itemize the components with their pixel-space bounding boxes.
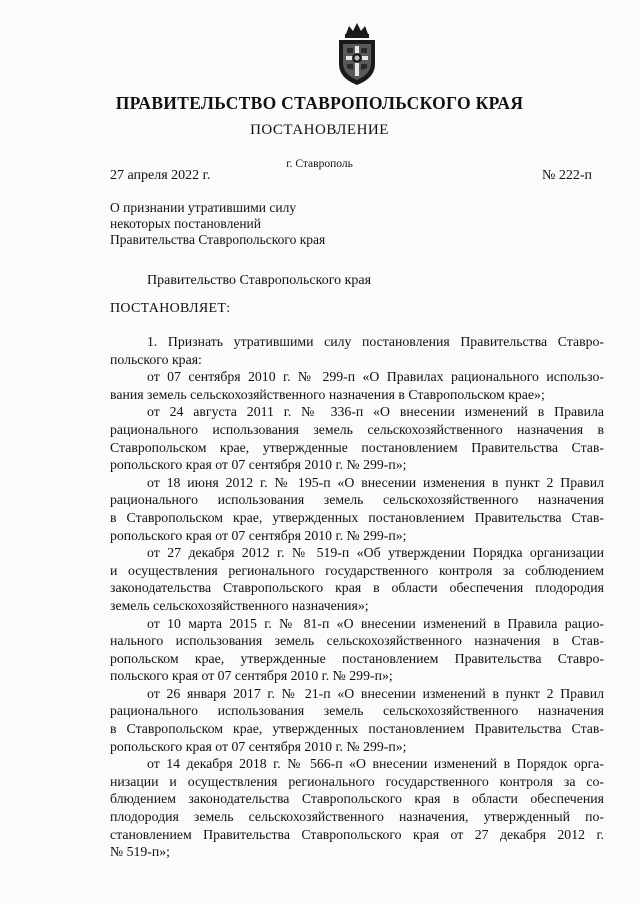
subject-line: О признании утратившими силу — [110, 200, 297, 215]
body-line: от 07 сентября 2010 г. № 299-п «О Правилах рационального использо- — [147, 369, 604, 385]
subject-line: некоторых постановлений — [110, 216, 262, 231]
subject-line: Правительства Ставропольского края — [110, 232, 326, 247]
decree-word: ПОСТАНОВЛЯЕТ: — [110, 301, 231, 316]
body-line: № 519-п»; — [110, 844, 171, 860]
body-line: нального использования земель сельскохозяйственного назначения в Став- — [110, 633, 604, 649]
body-line: польского края: — [110, 351, 202, 367]
body-line: в Ставропольском крае, утвержденных постановлением Правительства Став- — [110, 721, 604, 737]
document-date: 27 апреля 2022 г. — [110, 168, 211, 183]
body-line: рационального использования земель сельскохозяйственного назначения в — [110, 421, 604, 437]
body-line: 1. Признать утратившими силу постановления Правительства Ставро- — [147, 334, 604, 349]
body-line: становлением Правительства Ставропольского края от 27 декабря 2012 г. — [110, 826, 604, 842]
body-line: от 18 июня 2012 г. № 195-п «О внесении изменения в пункт 2 Правил — [147, 474, 604, 490]
document-subject — [110, 200, 325, 248]
coat-of-arms-icon — [334, 20, 380, 88]
body-line: ропольском крае, утвержденные постановлением Правительства Ставро- — [110, 650, 604, 666]
body-line: рационального использования земель сельскохозяйственного назначения — [110, 492, 604, 508]
body-line: в Ставропольском крае, утвержденных постановлением Правительства Став- — [110, 509, 604, 525]
body-line: блюдением законодательства Ставропольского края в области обеспечения — [110, 791, 604, 807]
body-line: рационального использования земель сельскохозяйственного назначения — [110, 703, 604, 719]
body-line: ропольского края от 07 сентября 2010 г. № 299-п»; — [110, 527, 407, 543]
document-type: ПОСТАНОВЛЕНИЕ — [250, 122, 389, 138]
preamble: Правительство Ставропольского края — [147, 273, 372, 288]
government-title: ПРАВИТЕЛЬСТВО СТАВРОПОЛЬСКОГО КРАЯ — [115, 93, 524, 113]
body-line: от 14 декабря 2018 г. № 566-п «О внесении изменений в Порядок орга- — [147, 756, 604, 772]
body-line: от 27 декабря 2012 г. № 519-п «Об утверждении Порядка организации — [147, 545, 604, 561]
body-line: ропольского края от 07 сентября 2010 г. № 299-п»; — [110, 738, 407, 754]
body-line: от 24 августа 2011 г. № 336-п «О внесении изменений в Правила — [147, 404, 604, 420]
body-line: ропольского края от 07 сентября 2010 г. № 299-п»; — [110, 457, 407, 473]
body-line: низации и осуществления регионального государственного контроля за со- — [110, 773, 604, 789]
document-number: № 222-п — [541, 168, 592, 183]
body-line: и осуществления регионального государственного контроля за соблюдением — [110, 562, 604, 578]
body-line: законодательства Ставропольского края в области обеспечения плодородия — [110, 580, 604, 596]
body-line: земель сельскохозяйственного назначения»; — [110, 597, 369, 613]
body-line: польского края от 07 сентября 2010 г. № 299-п»; — [110, 668, 393, 684]
body-line: вания земель сельскохозяйственного назначения в Ставропольском крае»; — [110, 386, 545, 402]
body-line: от 26 января 2017 г. № 21-п «О внесении изменений в пункт 2 Правил — [147, 685, 604, 701]
body-line: Ставропольском крае, утвержденные постановлением Правительства Став- — [110, 439, 604, 455]
body-line: от 10 марта 2015 г. № 81-п «О внесении изменений в Правила рацио- — [147, 615, 604, 631]
document-body — [110, 333, 604, 861]
city-label: г. Ставрополь — [286, 158, 353, 170]
body-line: плодородия земель сельскохозяйственного назначения, утвержденный по- — [110, 809, 604, 825]
